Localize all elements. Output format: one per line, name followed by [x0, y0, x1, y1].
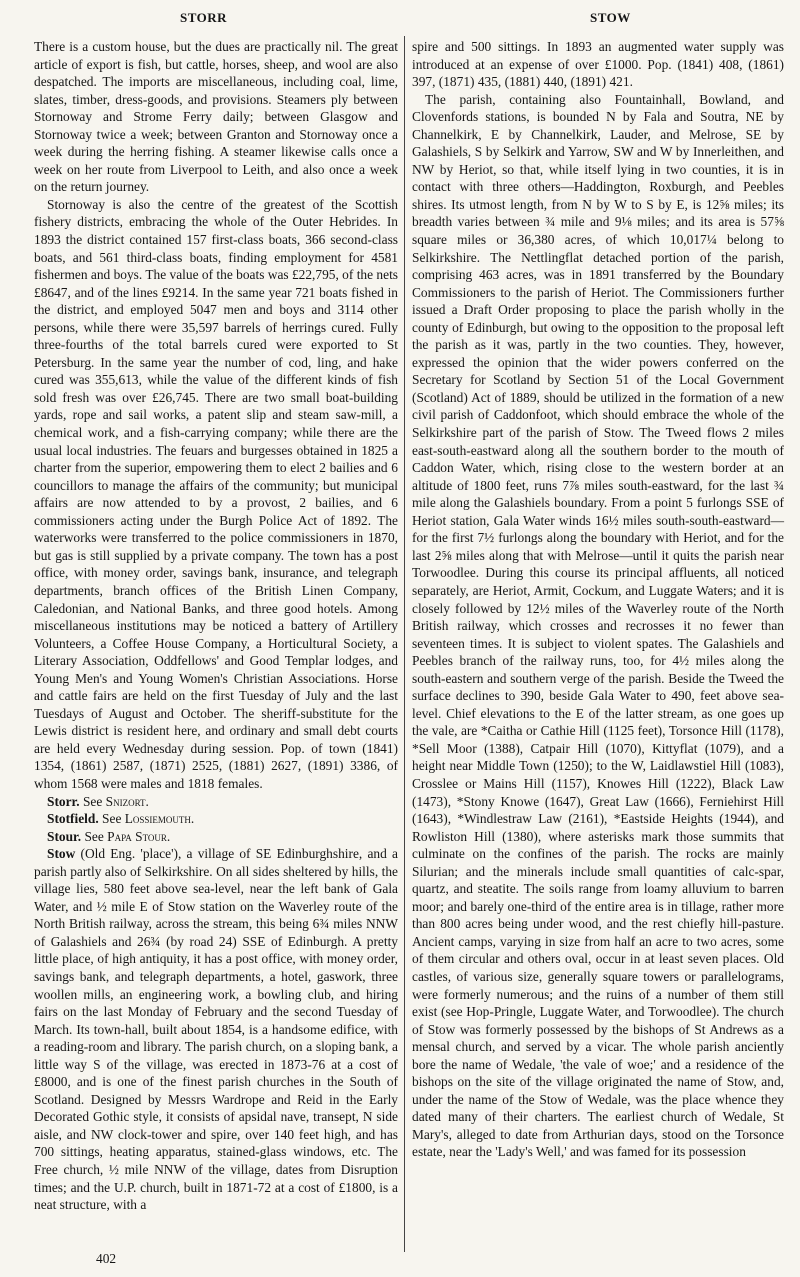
entry-storr: [34, 793, 398, 811]
page-number: 402: [96, 1251, 117, 1266]
entry-stotfield: [34, 810, 398, 828]
right-column: [412, 38, 784, 1161]
entry-headword: Storr.: [47, 793, 80, 809]
entry-text: (Old Eng. 'place'), a village of SE Edinburghshire, and a parish partly also of Selkirkshire. On all sides sheltered by hills, the village lies, 580 feet above sea-level, near the left bank of Gala Water, and ½ mile E of Stow station on the Waverley route of the North British railway, across the stream, this being 6¾ miles NNW of Galashiels and 26¾ (by road 24) SSE of Edinburgh. A pretty little place, of high antiquity, it has a post office, with money order, savings bank, and telegraph departments, a hotel, gaswork, three woollen mills, an engineering work, a bowling club, and hiring fairs on the last Monday of February and the second Tuesday of March. Its town-hall, built about 1854, is a handsome edifice, with a reading-room and library. The parish church, on a sloping bank, a little way S of the village, was erected in 1873-76 at a cost of £8000, and is one of the finest parish churches in the South of Scotland. Designed by Messrs Wardrope and Reid in the Early Decorated Gothic style, it consists of apsidal nave, transept, N side aisle, and NW clock-tower and spire, over 140 feet high, and has 700 sittings, heating apparatus, stained-glass windows, etc. The Free church, ½ mile NNW of the village, dates from Disruption times; and the U.P. church, built in 1871-72 at a cost of £1800, is a neat structure, with a: [34, 846, 398, 1213]
paragraph-continuation: There is a custom house, but the dues are practically nil. The great article of export is fish, but cattle, horses, sheep, and wool are also despatched. The imports are miscellaneous, including coal, lime, slates, timber, dress-goods, and provisions. Steamers ply between Stornoway and Strome Ferry daily; between Glasgow and Stornoway twice a week; between Granton and Stornoway once a week during the herring fishing. A steamer likewise calls once a week on her route from Liverpool to Leith, and also once a week on the return journey.: [34, 39, 398, 195]
entry-stour: [34, 828, 398, 846]
entry-headword: Stour.: [47, 828, 82, 844]
paragraph-stornoway-fishery: Stornoway is also the centre of the greatest of the Scottish fishery districts, embracing the whole of the Outer Hebrides. In 1893 the district contained 157 first-class boats, 366 second-class boats, and 561 third-class boats, finding employment for 4581 fishermen and boys. The value of the boats was £22,795, of the nets £8647, and of the lines £9214. In the same year 721 boats fished in the district, and employed 5047 men and boys and 3114 other persons, while there were 35,597 barrels of herrings cured. Fully three-fourths of the total barrels cured were exported to St Petersburg. In the same year the number of cod, ling, and hake cured was 355,613, while the value of the different kinds of fish sold fresh was over £26,745. There are two small boat-building yards, rope and sail works, a patent slip and steam saw-mill, a chemical work, and a fish-carrying company; while there are the usual local industries. The feuars and burgesses obtained in 1825 a charter from the superior, empowering them to elect 2 bailies and 6 councillors to manage the affairs of the community; but municipal affairs are now attended to by a provost, 2 bailies, and 6 commissioners acting under the Burgh Police Act of 1892. The waterworks were transferred to the police commissioners in 1870, but gas is still supplied by a private company. The town has a post office, with money order, savings bank, insurance, and telegraph departments, branch offices of the British Linen Company, Caledonian, and National Banks, and three good hotels. Among miscellaneous institutions may be noticed a battery of Artillery Volunteers, a Coffee House Company, a Horticultural Society, a Literary Association, Oddfellows' and Good Templar lodges, and Young Men's and Young Women's Christian Associations. Horse and cattle fairs are held on the first Tuesday of July and the last Tuesdays of August and October. The sheriff-substitute for the Lewis district is resident here, and ordinary and small debt courts are held every Wednesday during session. Pop. of town (1841) 1354, (1861) 2587, (1871) 2525, (1881) 2627, (1891) 3386, of whom 1568 were males and 1818 females.: [34, 196, 398, 791]
paragraph-stow-parish: The parish, containing also Fountainhall, Bowland, and Clovenfords stations, is bounded N by Fala and Soutra, NE by Channelkirk, E by Channelkirk, Lauder, and Melrose, SE by Galashiels, S by Selkirk and Yarrow, SW and W by Innerleithen, and NW by Heriot, so that, while itself lying in two counties, it is in contact with three others—Haddington, Roxburgh, and Peebles shires. Its utmost length, from N by W to S by E, is 12⅝ miles; its breadth varies between ¾ mile and 9⅛ miles; and its area is 57⅝ square miles or 36,380 acres, of which 10,017¼ belong to Selkirkshire. The Nettlingflat detached portion of the parish, comprising 463 acres, was in 1891 transferred by the Boundary Commissioners to the parish of Heriot. The Commissioners further issued a Draft Order proposing to place the parish wholly in the county of Edinburgh, but owing to the opposition to the proposal left the parish as it was, partly in the two counties. They, however, expressed the opinion that the wider powers conferred on the Secretary for Scotland by Section 51 of the Local Government (Scotland) Act of 1889, should be utilized in the formation of a new civil parish of Caddonfoot, which should embrace the whole of the Selkirkshire part of the parish of Stow. The Tweed flows 2 miles east-south-eastward along all the southern border to the mouth of Caddon Water, which, rising close to the western border at an altitude of 1800 feet, runs 7⅞ miles south-eastward, for the last ¾ mile along the Galashiels boundary. From a point 5 furlongs SSE of Heriot station, Gala Water winds 16½ miles south-south-eastward—for the first 7½ furlongs along the boundary with Heriot, and for the last 2⅝ miles along that with Melrose—until it quits the parish near Torwoodlee. During this course its principal affluents, all noticed separately, are Heriot, Armit, Cockum, and Luggate Waters; and it is closely followed by 12½ miles of the Waverley route of the North British railway, which crosses and recrosses it no fewer than seventeen times. It is subject to violent spates. The Galashiels and Peebles branch of the railway runs, too, for 4½ miles along the south-eastern and southern verge of the parish. Beside the Tweed the surface declines to 390, beside Gala Water to 490, feet above sea-level. Chief elevations to the E of the latter stream, as one goes up the vale, are *Caitha or Cathie Hill (1125 feet), Torsonce Hill (1178), *Sell Moor (1388), Catpair Hill (1070), Kittyflat (1079), and a height near Middle Town (1250); to the W, Laidlawstiel Hill (1083), Crosslee or Mains Hill (1157), Knowes Hill (1222), Black Law (1473), *Stony Knowe (1647), Great Law (1666), Ferniehirst Hill (1643), *Windlestraw Law (2161), *Eastside Heights (1944), and Rowliston Hill (1380), where asterisks mark those summits that culminate on the confines of the parish. The rocks are mainly Silurian; and the minerals include small quantities of calc-spar, quartz, and steatite. The soils range from loamy alluvium to barren moor; and barely one-third of the entire area is in tillage, rather more than 800 acres being under wood, and the rest chiefly hill-pasture. Ancient camps, varying in size from half an acre to two acres, some of them circular and others oval, occur in at least seven places. Old castles, of various size, generally square towers or parallelograms, were formerly numerous; and the ruins of a number of them still exist (see Hop-Pringle, Luggate Water, and Torwoodlee). The church of Stow was formerly possessed by the bishops of St Andrews as a mensal church, and served by a vicar. The whole parish anciently bore the name of Wedale, 'the vale of woe;' and a residence of the bishops on the site of the village originated the name of Stow, and, under the name of the Stow of Wedale, was the place whence they dated many of their charters. The earliest church of Wedale, St Mary's, alleged to date from Arthurian days, stood on the Torsonce estate, near the 'Lady's Well,' and was famed for its possession: [412, 91, 784, 1160]
entry-text: See: [81, 828, 108, 844]
running-head-right: STOW: [590, 10, 631, 25]
entry-cross-reference: Lossiemouth: [124, 811, 191, 827]
entry-headword: Stotfield.: [47, 811, 99, 827]
paragraph-continuation: spire and 500 sittings. In 1893 an augmented water supply was introduced at an expense of over £1000. Pop. (1841) 408, (1861) 397, (1871) 435, (1881) 440, (1891) 421.: [412, 39, 784, 90]
entry-tail: .: [145, 793, 149, 809]
entry-text: See: [79, 793, 106, 809]
entry-tail: .: [190, 811, 195, 827]
entry-stow: [34, 845, 398, 1213]
entry-tail: .: [166, 828, 171, 844]
entry-cross-reference: Papa Stour: [107, 828, 167, 844]
entry-text: See: [98, 811, 125, 827]
entry-headword: Stow: [47, 846, 76, 862]
left-column: [34, 38, 398, 1214]
entry-cross-reference: Snizort: [105, 793, 146, 809]
running-head-left: STORR: [180, 10, 228, 25]
column-divider: [404, 36, 405, 1252]
